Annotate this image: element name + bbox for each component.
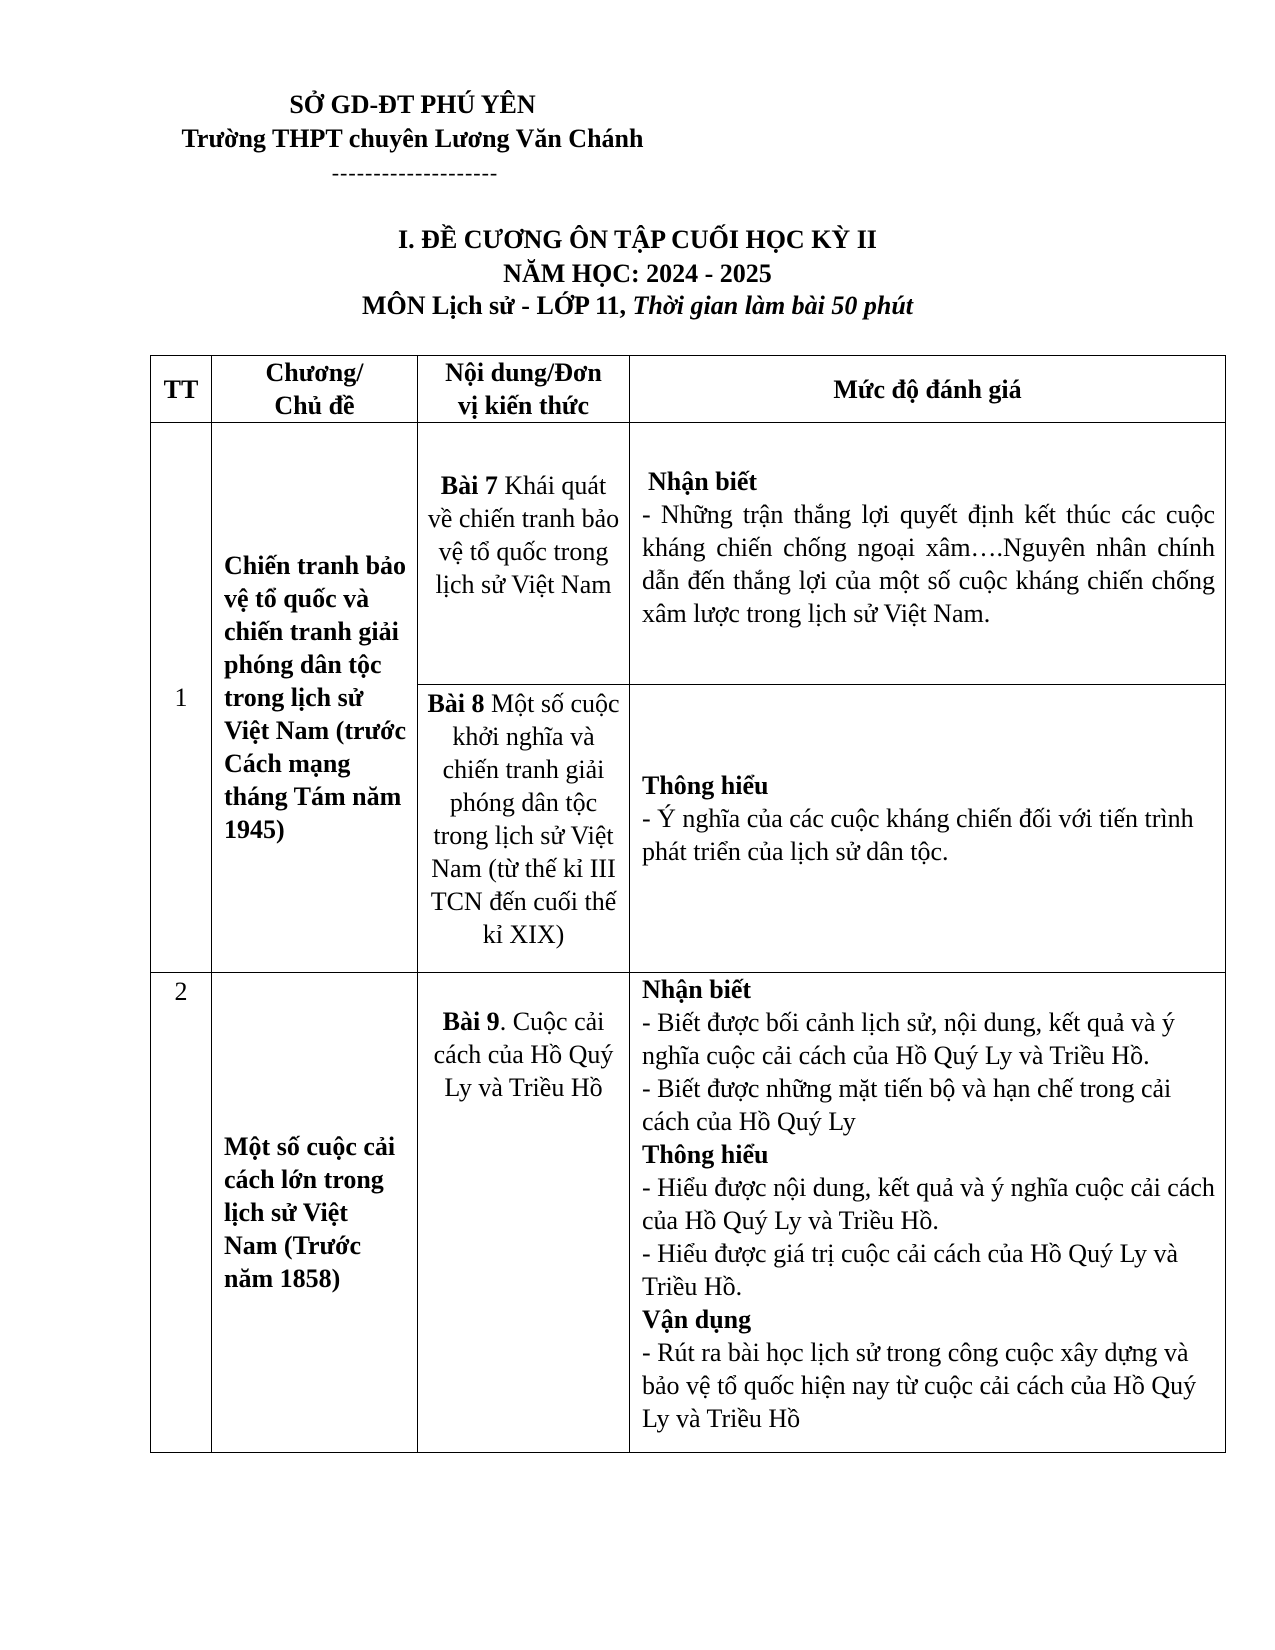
subject-line [0, 290, 1275, 322]
lesson-label: Bài 8 [427, 689, 485, 718]
criteria-item: - Những trận thắng lợi quyết định kết thúc các cuộc kháng chiến chống ngoại xâm….Nguyên nhân chính dẫn đến thắng lợi của một số cuộc kháng chiến chống xâm lược trong lịch sử Việt Nam. [642, 500, 1215, 628]
exam-duration: Thời gian làm bài 50 phút [632, 291, 914, 320]
document-title: I. ĐỀ CƯƠNG ÔN TẬP CUỐI HỌC KỲ II [398, 225, 877, 254]
chapter-cell: Chiến tranh bảo vệ tổ quốc và chiến tranh giải phóng dân tộc trong lịch sử Việt Nam (trước Cách mạng tháng Tám năm 1945) [212, 423, 418, 973]
criteria-item: - Biết được bối cảnh lịch sử, nội dung, kết quả và ý nghĩa cuộc cải cách của Hồ Quý Ly và Triều Hồ. [642, 1008, 1175, 1070]
school-year: NĂM HỌC: 2024 - 2025 [503, 259, 772, 288]
unit-cell [418, 685, 630, 973]
criteria-item: - Hiểu được giá trị cuộc cải cách của Hồ Quý Ly và Triều Hồ. [642, 1239, 1179, 1301]
criteria-item: - Hiểu được nội dung, kết quả và ý nghĩa cuộc cải cách của Hồ Quý Ly và Triều Hồ. [642, 1173, 1215, 1235]
unit-text: . Cuộc cải cách của Hồ Quý Ly và Triều Hồ [433, 1007, 614, 1102]
header-divider: -------------------- [331, 160, 499, 185]
outline-table [150, 355, 1226, 1453]
unit-cell [418, 973, 630, 1453]
unit-text: Một số cuộc khởi nghĩa và chiến tranh giải phóng dân tộc trong lịch sử Việt Nam (từ thế kỉ III TCN đến cuối thế kỉ XIX) [430, 689, 620, 949]
chapter-cell: Một số cuộc cải cách lớn trong lịch sử Việt Nam (Trước năm 1858) [212, 973, 418, 1453]
criteria-cell [630, 973, 1226, 1453]
table-row [151, 423, 1226, 685]
criteria-item: - Rút ra bài học lịch sử trong công cuộc xây dựng và bảo vệ tổ quốc hiện nay từ cuộc cải cách của Hồ Quý Ly và Triều Hồ [642, 1338, 1197, 1433]
header-criteria: Mức độ đánh giá [630, 356, 1226, 423]
lesson-label: Bài 9 [442, 1007, 500, 1036]
criteria-item: - Ý nghĩa của các cuộc kháng chiến đối với tiến trình phát triển của lịch sử dân tộc. [642, 804, 1194, 866]
level-label: Thông hiểu [642, 1140, 769, 1169]
header-chapter: Chương/ Chủ đề [212, 356, 418, 423]
lesson-label: Bài 7 [440, 470, 498, 500]
row-number: 2 [151, 973, 212, 1453]
table-header-row [151, 356, 1226, 423]
unit-text: Khái quát về chiến tranh bảo vệ tổ quốc trong lịch sử Việt Nam [427, 470, 620, 599]
header-tt: TT [151, 356, 212, 423]
level-label: Nhận biết [642, 975, 752, 1004]
table-row [151, 973, 1226, 1453]
unit-cell [418, 423, 630, 685]
school-name: Trường THPT chuyên Lương Văn Chánh [181, 124, 644, 153]
level-label: Thông hiểu [642, 771, 769, 800]
level-label: Nhận biết [648, 467, 758, 496]
criteria-cell [630, 423, 1226, 685]
criteria-cell [630, 685, 1226, 973]
criteria-item: - Biết được những mặt tiến bộ và hạn chế trong cải cách của Hồ Quý Ly [642, 1074, 1172, 1136]
row-number: 1 [151, 423, 212, 973]
header-unit: Nội dung/Đơn vị kiến thức [418, 356, 630, 423]
department-name: SỞ GD-ĐT PHÚ YÊN [289, 90, 536, 119]
level-label: Vận dụng [642, 1305, 752, 1334]
subject-label: MÔN Lịch sử - LỚP 11, [361, 291, 633, 320]
